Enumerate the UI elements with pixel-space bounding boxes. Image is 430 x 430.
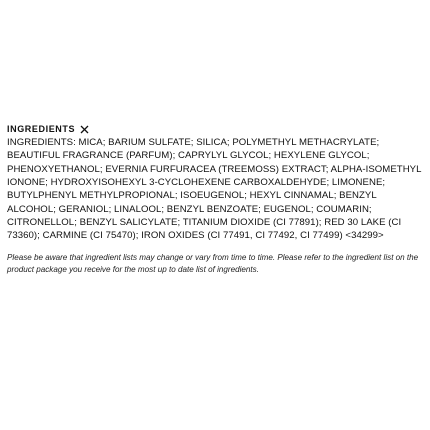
ingredients-panel [7,122,425,277]
close-icon[interactable] [79,124,90,135]
ingredients-disclaimer: Please be aware that ingredient lists may change or vary from time to time. Please refer to the ingredient list on the product package you receive for the most up to date list of ingredients. [7,252,419,275]
ingredients-title: INGREDIENTS [7,124,76,134]
ingredients-list-text: INGREDIENTS: MICA; BARIUM SULFATE; SILICA; POLYMETHYL METHACRYLATE; BEAUTIFUL FRAGRANCE (PARFUM); CAPRYLYL GLYCOL; HEXYLENE GLYCOL; PHENOXYETHANOL; EVERNIA FURFURACEA (TREEMOSS) EXTRACT; ALPHA-ISOMETHYL IONONE; HYDROXYISOHEXYL 3-CYCLOHEXENE CARBOXALDEHYDE; LIMONENE; BUTYLPHENYL METHYLPROPIONAL; ISOEUGENOL; HEXYL CINNAMAL; BENZYL ALCOHOL; GERANIOL; LINALOOL; BENZYL BENZOATE; EUGENOL; COUMARIN; CITRONELLOL; BENZYL SALICYLATE; TITANIUM DIOXIDE (CI 77891); RED 30 LAKE (CI 73360); CARMINE (CI 75470); IRON OXIDES (CI 77491, CI 77492, CI 77499) <34299> [7,137,422,242]
ingredients-header [7,122,425,136]
